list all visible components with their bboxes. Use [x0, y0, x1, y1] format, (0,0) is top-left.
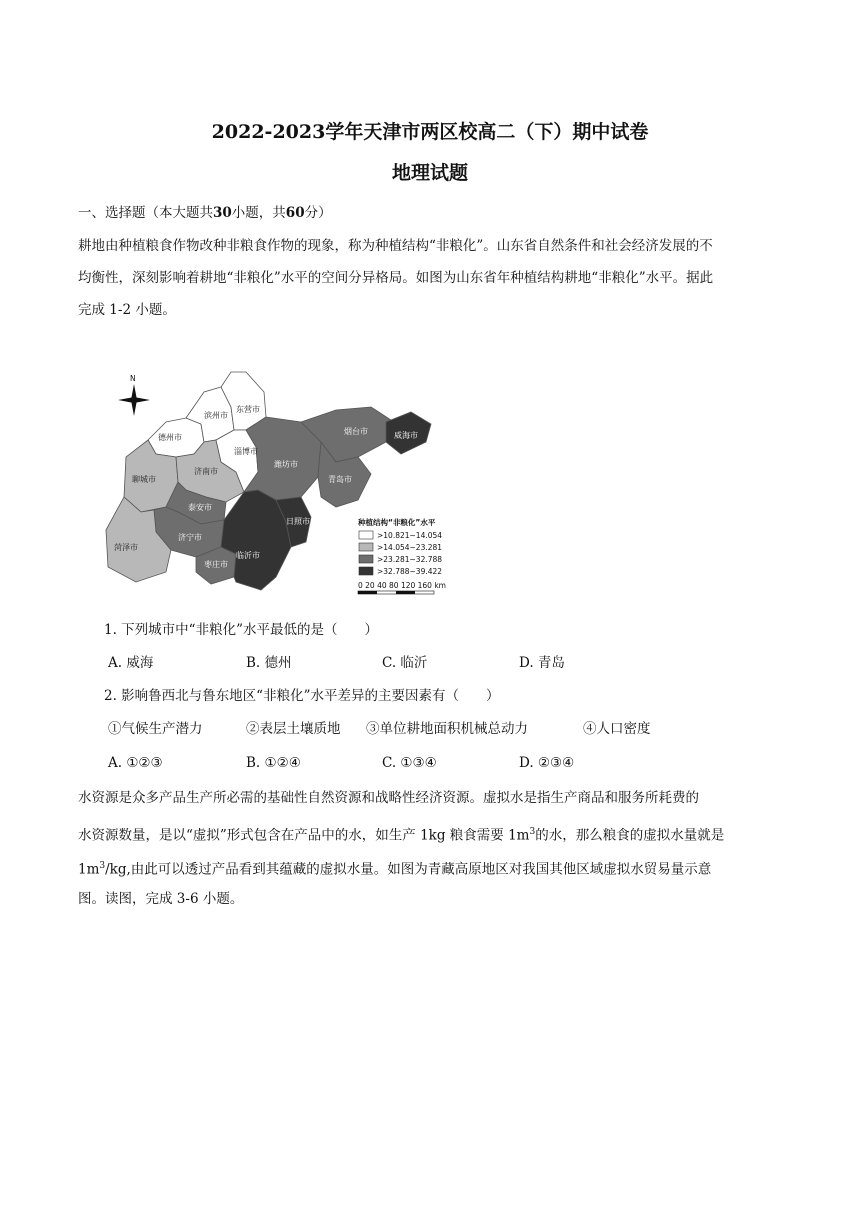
label-weihai: 威海市	[394, 431, 418, 440]
legend-label-2: >14.054~23.281	[377, 543, 443, 552]
scale-label: 0 20 40 80 120 160 km	[358, 581, 446, 590]
superscript-3: 3	[529, 827, 536, 837]
label-taian: 泰安市	[188, 503, 212, 512]
label-liaocheng: 聊城市	[132, 475, 156, 484]
page-subtitle: 地理试题	[391, 162, 468, 184]
scale-bar-segment	[396, 591, 415, 594]
label-dezhou: 德州市	[158, 433, 182, 442]
legend-swatch-2	[359, 543, 373, 551]
label-jinan: 济南市	[194, 467, 218, 476]
q2-statement-1: ①气候生产潜力	[108, 721, 203, 737]
label-qingdao: 青岛市	[328, 475, 352, 484]
scale-bar-segment	[358, 591, 377, 594]
legend-label-3: >23.281~32.788	[377, 555, 443, 564]
q2-option-d[interactable]: D. ②③④	[519, 755, 575, 771]
label-dongying: 东营市	[236, 405, 260, 414]
section-heading-suffix: 分）	[304, 205, 332, 221]
north-arrow-icon	[118, 374, 150, 416]
q2-option-c[interactable]: C. ①③④	[382, 755, 437, 771]
section-heading	[78, 203, 332, 223]
legend-swatch-4	[359, 567, 373, 575]
shandong-map	[96, 362, 466, 602]
label-linyi: 临沂市	[236, 551, 260, 560]
q2-statement-4: ④人口密度	[583, 721, 651, 737]
q2-statement-3: ③单位耕地面积机械总动力	[366, 721, 528, 737]
q1-option-c[interactable]: C. 临沂	[382, 655, 428, 671]
legend-label-4: >32.788~39.422	[377, 567, 443, 576]
q1-stem: 1. 下列城市中“非粮化”水平最低的是（ ）	[104, 622, 378, 638]
intro2-line3-part-b: /kg,由此可以透过产品看到其蕴藏的虚拟水量。如图为青藏高原地区对我国其他区域虚拟水贸易量示意	[105, 861, 712, 878]
q2-stem: 2. 影响鲁西北与鲁东地区“非粮化”水平差异的主要因素有（ ）	[104, 688, 500, 704]
shandong-map-svg	[96, 362, 466, 602]
intro2-line3	[78, 856, 784, 880]
label-zaozhuang: 枣庄市	[204, 560, 228, 569]
legend-title: 种植结构“非粮化”水平	[358, 518, 436, 527]
section-heading-mid: 小题，共	[231, 205, 286, 221]
intro2-line2-part-b: 的水，那么粮食的虚拟水量就是	[535, 827, 725, 844]
q1-option-d[interactable]: D. 青岛	[519, 655, 565, 671]
q2-option-a[interactable]: A. ①②③	[108, 755, 163, 771]
q1-option-b[interactable]: B. 德州	[246, 655, 292, 671]
q1-option-a[interactable]: A. 威海	[108, 655, 154, 671]
intro2-line2-part-a: 水资源数量，是以“虚拟”形式包含在产品中的水，如生产 1kg 粮食需要 1m	[78, 827, 530, 844]
intro1-line3: 完成 1-2 小题。	[78, 302, 176, 318]
legend-swatch-1	[359, 531, 373, 539]
map-legend	[357, 517, 446, 594]
superscript-3: 3	[99, 861, 106, 871]
question-count: 30	[213, 205, 232, 221]
intro1-line1: 耕地由种植粮食作物改种非粮食作物的现象，称为种植结构“非粮化”。山东省自然条件和社会经济发展的不	[78, 238, 713, 254]
intro2-line2	[78, 822, 784, 846]
intro2-line4: 图。读图，完成 3-6 小题。	[78, 891, 244, 907]
legend-swatch-3	[359, 555, 373, 563]
page-title: 2022-2023学年天津市两区校高二（下）期中试卷	[211, 121, 649, 143]
intro1-line2: 均衡性，深刻影响着耕地“非粮化”水平的空间分异格局。如图为山东省年种植结构耕地“非粮化”水平。据此	[78, 270, 714, 286]
q2-statement-2: ②表层土壤质地	[246, 721, 341, 737]
label-binzhou: 滨州市	[204, 411, 228, 420]
score-total: 60	[285, 205, 305, 221]
label-weifang: 潍坊市	[274, 460, 298, 469]
label-jining: 济宁市	[178, 533, 202, 542]
label-rizhao: 日照市	[286, 517, 310, 526]
label-heze: 菏泽市	[114, 543, 138, 552]
north-label: N	[130, 374, 136, 383]
section-heading-prefix: 一、选择题（本大题共	[78, 205, 213, 221]
intro2-line3-part-a: 1m	[78, 861, 100, 878]
q2-option-b[interactable]: B. ①②④	[246, 755, 301, 771]
intro2-line1: 水资源是众多产品生产所必需的基础性自然资源和战略性经济资源。虚拟水是指生产商品和服务所耗费的	[78, 790, 699, 806]
label-yantai: 烟台市	[344, 427, 368, 436]
label-zibo: 淄博市	[234, 447, 258, 456]
legend-label-1: >10.821~14.054	[377, 531, 443, 540]
